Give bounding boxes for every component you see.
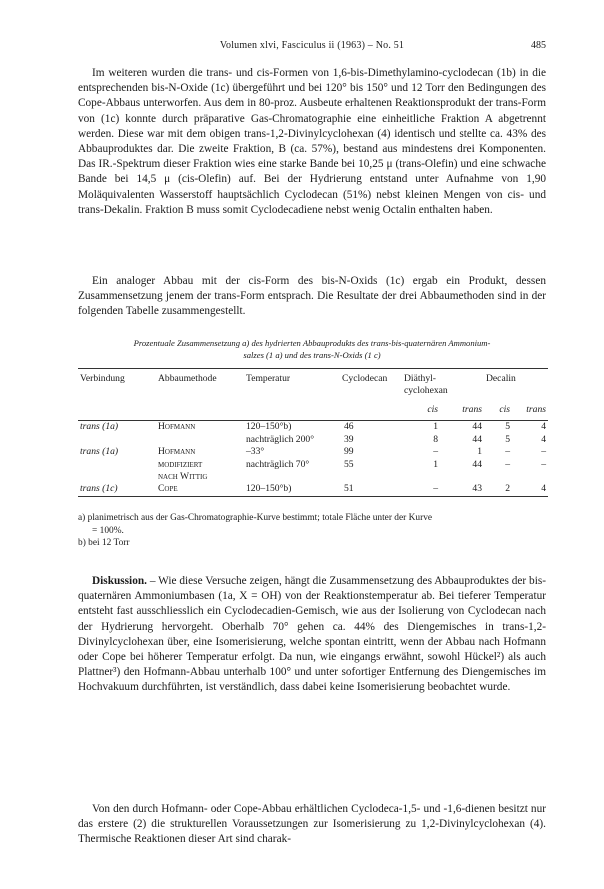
- cell-dc-cis: [484, 471, 512, 483]
- cell-verbindung: trans (1c): [80, 483, 118, 494]
- table-row: [78, 421, 548, 434]
- cell-verbindung: [78, 434, 156, 446]
- col-header-decalin: Decalin: [486, 373, 516, 384]
- table-caption: [78, 338, 546, 361]
- table-footnotes: [78, 512, 546, 550]
- col-header-abbaumethode: Abbaumethode: [158, 373, 217, 384]
- cell-dc-cis: 5: [505, 434, 510, 445]
- discussion-heading: Diskussion.: [92, 575, 147, 587]
- col-header-diaethyl-line-2: cyclohexan: [404, 385, 448, 396]
- cell-dc-trans: 4: [541, 483, 546, 494]
- table-row: [78, 446, 548, 459]
- cell-verbindung: trans (1a): [80, 446, 119, 457]
- col-header-diaethyl-line-1: Diäthyl-: [404, 373, 436, 384]
- cell-d-cis: [402, 471, 440, 483]
- paragraph-1-text: Im weiteren wurden die trans- und cis-Formen von 1,6-bis-Dimethylamino-cyclodecan (1b) in die entsprechenden bis-N-Oxide (1c) übergeführt und bei 120° bis 150° und 12 Torr den Bedingungen des Cope-Abbaus unterworfen. Aus dem in 80-proz. Ausbeute erhaltenen Reaktionsprodukt der trans-Form von (1c) konnte durch präparative Gas-Chromatographie eine einheitliche Fraktion A abgetrennt werden. Diese war mit dem obigen trans-1,2-Divinylcyclohexan (4) identisch und stellte ca. 43% des Abbauproduktes dar. Die zweite Fraktion, B (ca. 57%), bestand aus mindestens drei Komponenten. Das IR.-Spektrum dieser Fraktion wies eine starke Bande bei 10,25 μ (trans-Olefin) und eine schwache Bande bei 14,5 μ (cis-Olefin) auf. Bei der Hydrierung entstand unter Aufnahme von 1,90 Moläquivalenten Wasserstoff hauptsächlich Cyclodecan (51%) nebst kleinen Mengen von cis- und trans-Dekalin. Fraktion B muss somit Cyclodecadiene nebst wenig Octalin enthalten haben.: [78, 67, 546, 216]
- table-row: [78, 434, 548, 446]
- cell-d-trans: 44: [472, 434, 482, 445]
- footnote-a-line-2: = 100%.: [92, 525, 124, 536]
- cell-methode: Hofmann: [158, 446, 196, 457]
- table-body: [78, 421, 548, 496]
- cell-dc-trans: 4: [541, 421, 546, 432]
- cell-dc-cis: 2: [505, 483, 510, 494]
- cell-d-trans: [440, 471, 484, 483]
- subheader-decalin-trans: trans: [526, 404, 546, 415]
- cell-cyclodecan: [340, 471, 402, 483]
- cell-temperatur: [244, 471, 340, 483]
- cell-methode: modifiziert: [158, 459, 203, 470]
- subheader-diaethyl-trans: trans: [462, 404, 482, 415]
- cell-verbindung: [78, 471, 156, 483]
- cell-temperatur: nachträglich 70°: [246, 459, 310, 470]
- cell-d-trans: 44: [472, 459, 482, 470]
- running-head-text: Volumen xlvi, Fasciculus ii (1963) – No. 51: [219, 40, 405, 51]
- table-row: [78, 483, 548, 496]
- cell-d-trans: 44: [472, 421, 482, 432]
- paragraph-2: [78, 274, 546, 320]
- cell-cyclodecan: 39: [344, 434, 354, 445]
- cell-cyclodecan: 51: [344, 483, 354, 494]
- subheader-decalin-cis: cis: [499, 404, 510, 415]
- cell-dc-trans: 4: [541, 434, 546, 445]
- table-caption-line-1: Prozentuale Zusammensetzung a) des hydrierten Abbauprodukts des trans-bis-quaternären Ammonium-: [133, 338, 491, 348]
- cell-d-trans: 1: [477, 446, 482, 457]
- col-header-diaethylcyclohexan: [402, 369, 484, 397]
- paragraph-1: [78, 66, 546, 218]
- col-header-temperatur: Temperatur: [246, 373, 291, 384]
- table-caption-line-2: salzes (1 a) und des trans-N-Oxids (1 c): [243, 349, 381, 360]
- cell-dc-cis: –: [505, 446, 510, 457]
- cell-d-trans: 43: [472, 483, 482, 494]
- cell-cyclodecan: 46: [344, 421, 354, 432]
- cell-temperatur: –33°: [246, 446, 265, 457]
- cell-d-cis: –: [433, 446, 438, 457]
- paragraph-2-text: Ein analoger Abbau mit der cis-Form des bis-N-Oxids (1c) ergab ein Produkt, dessen Zusammensetzung jenem der trans-Form entsprach. Die Resultate der drei Abbaumethoden sind in der folgenden Tabelle zusammengestellt.: [78, 275, 546, 318]
- cell-verbindung: trans (1a): [80, 421, 119, 432]
- cell-dc-cis: –: [505, 459, 510, 470]
- table-row: [78, 459, 548, 471]
- subheader-diaethyl-cis: cis: [427, 404, 438, 415]
- cell-d-cis: 8: [433, 434, 438, 445]
- cell-cyclodecan: 55: [344, 459, 354, 470]
- paragraph-discussion-text: [78, 574, 546, 696]
- cell-dc-trans: –: [541, 446, 546, 457]
- paragraph-4-text: Von den durch Hofmann- oder Cope-Abbau erhältlichen Cyclodeca-1,5- und -1,6-dienen besitzt nur das erstere (2) die strukturellen Voraussetzungen zur Isomerisierung zu 1,2-Divinylcyclohexan (4). Thermische Reaktionen dieser Art sind charak-: [78, 803, 546, 846]
- cell-methode: Hofmann: [158, 421, 196, 432]
- footnote-a-line-1: a) planimetrisch aus der Gas-Chromatographie-Kurve bestimmt; totale Fläche unter der Kurve: [78, 513, 433, 523]
- cell-temperatur: nachträglich 200°: [246, 434, 315, 445]
- page-number: 485: [531, 40, 546, 51]
- footnote-b: b) bei 12 Torr: [78, 538, 130, 548]
- results-table: [78, 368, 548, 497]
- cell-d-cis: –: [433, 483, 438, 494]
- cell-dc-trans: [512, 471, 548, 483]
- table-row: [78, 471, 548, 483]
- cell-d-cis: 1: [433, 459, 438, 470]
- cell-methode: Cope: [158, 483, 178, 494]
- col-header-cyclodecan: Cyclodecan: [342, 373, 388, 384]
- paragraph-4: [78, 802, 546, 848]
- cell-dc-cis: 5: [505, 421, 510, 432]
- discussion-body: – Wie diese Versuche zeigen, hängt die Zusammensetzung des Abbauproduktes der bis-quaternären Ammoniumbasen (1a, X = OH) von der Reaktionstemperatur ab. Bei tieferer Temperatur entsteht fast ausschliesslich ein Cyclodecadien-Gemisch, wie aus der Isolierung von Cyclodecan nach der Hydrierung hervorgeht. Oberhalb 70° gehen ca. 44% des Diengemisches in trans-1,2-Divinylcyclohexan über, eine Isomerisierung, welche spontan eintritt, wenn der Abbau nach Hofmann oder Cope bei höherer Temperatur erfolgt. Da nun, wie eingangs erwähnt, sowohl Hückel²) als auch Plattner³) den Hofmann-Abbau unterhalb 100° und unter sofortiger Entfernung des Diengemisches im Hochvakuum durchführten, ist verständlich, dass dabei keine Isomerisierung beobachtet wurde.: [78, 575, 546, 694]
- cell-methode: nach Wittig: [158, 471, 208, 482]
- cell-methode: [156, 434, 244, 446]
- cell-verbindung: [78, 459, 156, 471]
- col-header-verbindung: Verbindung: [80, 373, 125, 384]
- cell-cyclodecan: 99: [344, 446, 354, 457]
- cell-dc-trans: –: [541, 459, 546, 470]
- cell-temperatur: 120–150°b): [246, 483, 292, 494]
- cell-temperatur: 120–150°b): [246, 421, 292, 432]
- paragraph-discussion: [78, 574, 546, 696]
- cell-d-cis: 1: [433, 421, 438, 432]
- running-header: [78, 40, 546, 54]
